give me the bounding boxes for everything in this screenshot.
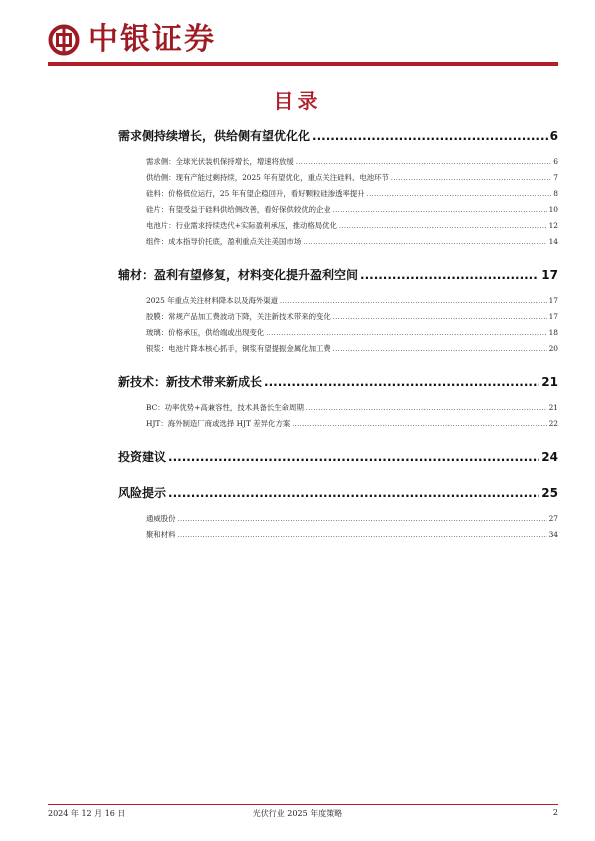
toc-section[interactable] xyxy=(118,446,558,468)
toc-entry-label: 供给侧：现有产能过剩持续，2025 年有望优化，重点关注硅料、电池环节 xyxy=(146,173,389,182)
dot-leader xyxy=(168,446,539,468)
brand-name: 中银证券 xyxy=(88,22,216,57)
toc-entry[interactable] xyxy=(146,341,558,357)
toc-section[interactable] xyxy=(118,371,558,393)
dot-leader xyxy=(333,342,547,358)
toc-entry-page: 7 xyxy=(553,173,558,182)
toc-entry[interactable] xyxy=(146,400,558,416)
toc-entry-page: 17 xyxy=(548,296,558,305)
page-number: 2 xyxy=(552,808,558,817)
toc-entry-label: HJT：海外制造厂商或选择 HJT 差异化方案 xyxy=(146,419,291,428)
dot-leader xyxy=(266,326,546,342)
toc-section-label: 需求侧持续增长，供给侧有望优化化 xyxy=(118,129,311,143)
dot-leader xyxy=(367,187,552,203)
toc-entry-page: 8 xyxy=(553,189,558,198)
dot-leader xyxy=(296,155,551,171)
toc-entry-label: 需求侧：全球光伏装机保持增长，增速将放缓 xyxy=(146,157,294,166)
footer-rule xyxy=(48,804,558,805)
toc-entry-label: 聚和材料 xyxy=(146,530,176,539)
toc-entry-label: 硅片：有望受益于硅料供给侧改善，看好保供较优的企业 xyxy=(146,205,331,214)
page-header xyxy=(48,20,558,60)
dot-leader xyxy=(360,264,539,286)
dot-leader xyxy=(168,482,539,504)
toc-section-label: 投资建议 xyxy=(118,450,167,464)
toc-section-page: 25 xyxy=(541,486,558,500)
toc-entry[interactable] xyxy=(146,325,558,341)
toc-entry-page: 22 xyxy=(548,419,558,428)
toc-section-page: 6 xyxy=(549,129,558,143)
toc-section-page: 17 xyxy=(541,268,558,282)
dot-leader xyxy=(312,125,548,147)
dot-leader xyxy=(303,235,546,251)
toc-section-page: 24 xyxy=(541,450,558,464)
toc-entry[interactable] xyxy=(146,416,558,432)
toc-entry-label: BC：功率优势+高兼容性，技术具备长生命周期 xyxy=(146,403,304,412)
toc-entry-page: 14 xyxy=(548,237,558,246)
toc-entry-page: 17 xyxy=(548,312,558,321)
bank-of-china-logo-icon xyxy=(48,24,80,56)
toc-entry-page: 6 xyxy=(553,157,558,166)
toc-title: 目录 xyxy=(273,89,322,113)
toc-entry-label: 银浆：电池片降本核心抓手，铜浆有望提振金属化加工费 xyxy=(146,344,331,353)
toc-entry[interactable] xyxy=(146,293,558,309)
dot-leader xyxy=(306,401,547,417)
toc-entry-page: 20 xyxy=(548,344,558,353)
toc-entry-page: 34 xyxy=(548,530,558,539)
toc-entry[interactable] xyxy=(146,234,558,250)
dot-leader xyxy=(339,219,547,235)
toc-entry-label: 胶膜：常规产品加工费波动下降，关注新技术带来的变化 xyxy=(146,312,331,321)
toc-entry-page: 18 xyxy=(548,328,558,337)
dot-leader xyxy=(292,417,546,433)
dot-leader xyxy=(333,203,547,219)
toc-entry-label: 通威股份 xyxy=(146,514,176,523)
toc-section-label: 新技术：新技术带来新成长 xyxy=(118,375,263,389)
table-of-contents xyxy=(118,125,558,543)
toc-entry-page: 10 xyxy=(548,205,558,214)
dot-leader xyxy=(391,171,551,187)
toc-entry-label: 组件：成本指导价托底，盈利重点关注美国市场 xyxy=(146,237,302,246)
dot-leader xyxy=(178,512,547,528)
toc-entry-page: 12 xyxy=(548,221,558,230)
toc-section[interactable] xyxy=(118,264,558,286)
toc-entry-label: 玻璃：价格承压，供给端或出现变化 xyxy=(146,328,265,337)
toc-entry[interactable] xyxy=(146,511,558,527)
toc-section-page: 21 xyxy=(541,375,558,389)
toc-section-label: 风险提示 xyxy=(118,486,167,500)
toc-entry-label: 2025 年重点关注材料降本以及海外渠道 xyxy=(146,296,279,305)
toc-entry[interactable] xyxy=(146,218,558,234)
toc-entry[interactable] xyxy=(146,186,558,202)
dot-leader xyxy=(264,371,539,393)
toc-entry-label: 硅料：价格低位运行，25 年有望企稳回升，看好颗粒硅渗透率提升 xyxy=(146,189,365,198)
toc-section[interactable] xyxy=(118,125,558,147)
toc-entry[interactable] xyxy=(146,170,558,186)
toc-entry[interactable] xyxy=(146,202,558,218)
toc-section[interactable] xyxy=(118,482,558,504)
toc-entry[interactable] xyxy=(146,309,558,325)
toc-entry-page: 21 xyxy=(548,403,558,412)
dot-leader xyxy=(178,528,547,544)
dot-leader xyxy=(280,294,547,310)
toc-section-label: 辅材：盈利有望修复，材料变化提升盈利空间 xyxy=(118,268,359,282)
toc-entry[interactable] xyxy=(146,154,558,170)
header-rule xyxy=(48,62,558,66)
footer-title: 光伏行业 2025 年度策略 xyxy=(252,809,343,818)
toc-entry-page: 27 xyxy=(548,514,558,523)
toc-entry[interactable] xyxy=(146,527,558,543)
footer-date: 2024 年 12 月 16 日 xyxy=(48,809,126,818)
dot-leader xyxy=(333,310,547,326)
toc-entry-label: 电池片：行业需求持续迭代+实际盈利承压，推动格局优化 xyxy=(146,221,337,230)
